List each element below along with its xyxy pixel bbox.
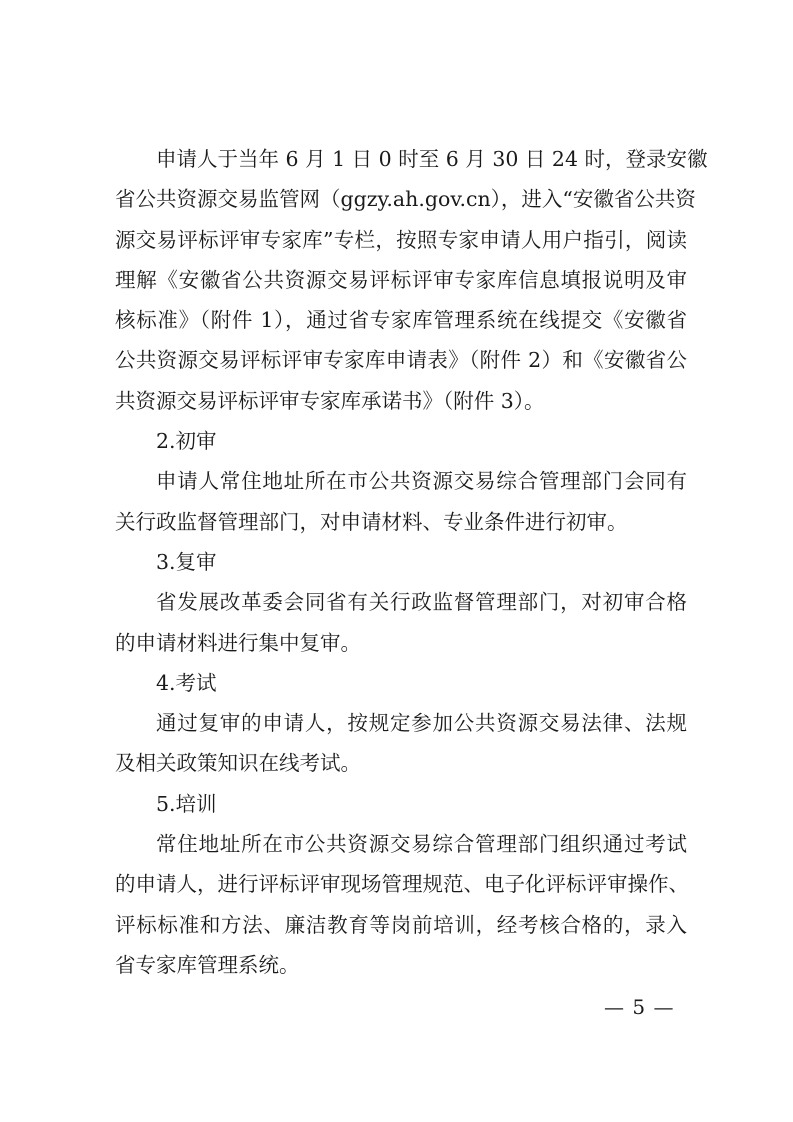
- paragraph-apply-line-4: 理解《安徽省公共资源交易评标评审专家库信息填报说明及审: [115, 267, 687, 292]
- paragraph-apply-line-6: 公共资源交易评标评审专家库申请表》（附件 2）和《安徽省公: [115, 348, 687, 373]
- paragraph-initial-review-line-1: 申请人常住地址所在市公共资源交易综合管理部门会同有: [156, 469, 687, 494]
- paragraph-apply-line-7: 共资源交易评标评审专家库承诺书》（附件 3）。: [115, 388, 545, 413]
- paragraph-exam-line-1: 通过复审的申请人，按规定参加公共资源交易法律、法规: [156, 711, 687, 736]
- section-heading-initial-review: 2.初审: [156, 429, 217, 454]
- paragraph-apply-line-2: 省公共资源交易监管网（ggzy.ah.gov.cn），进入“安徽省公共资: [115, 187, 696, 212]
- section-heading-exam: 4.考试: [156, 670, 217, 695]
- paragraph-training-line-3: 评标标准和方法、廉洁教育等岗前培训，经考核合格的，录入: [115, 912, 687, 937]
- paragraph-training-line-4: 省专家库管理系统。: [115, 952, 300, 977]
- paragraph-exam-line-2: 及相关政策知识在线考试。: [115, 751, 361, 776]
- paragraph-final-review-line-1: 省发展改革委会同省有关行政监督管理部门，对初审合格: [156, 590, 687, 615]
- document-body: [115, 139, 708, 985]
- section-heading-final-review: 3.复审: [156, 549, 217, 574]
- paragraph-initial-review-line-2: 关行政监督管理部门，对申请材料、专业条件进行初审。: [115, 509, 628, 534]
- paragraph-apply-line-1: 申请人于当年 6 月 1 日 0 时至 6 月 30 日 24 时，登录安徽: [156, 147, 708, 171]
- paragraph-apply-line-3: 源交易评标评审专家库”专栏，按照专家申请人用户指引，阅读: [115, 227, 687, 252]
- paragraph-training-line-1: 常住地址所在市公共资源交易综合管理部门组织通过考试: [156, 832, 687, 857]
- paragraph-training-line-2: 的申请人，进行评标评审现场管理规范、电子化评标评审操作、: [115, 872, 689, 897]
- section-heading-training: 5.培训: [156, 791, 217, 816]
- paragraph-final-review-line-2: 的申请材料进行集中复审。: [115, 630, 361, 655]
- paragraph-apply-line-5: 核标准》（附件 1），通过省专家库管理系统在线提交《安徽省: [115, 308, 687, 333]
- page-number: — 5 —: [604, 995, 675, 1019]
